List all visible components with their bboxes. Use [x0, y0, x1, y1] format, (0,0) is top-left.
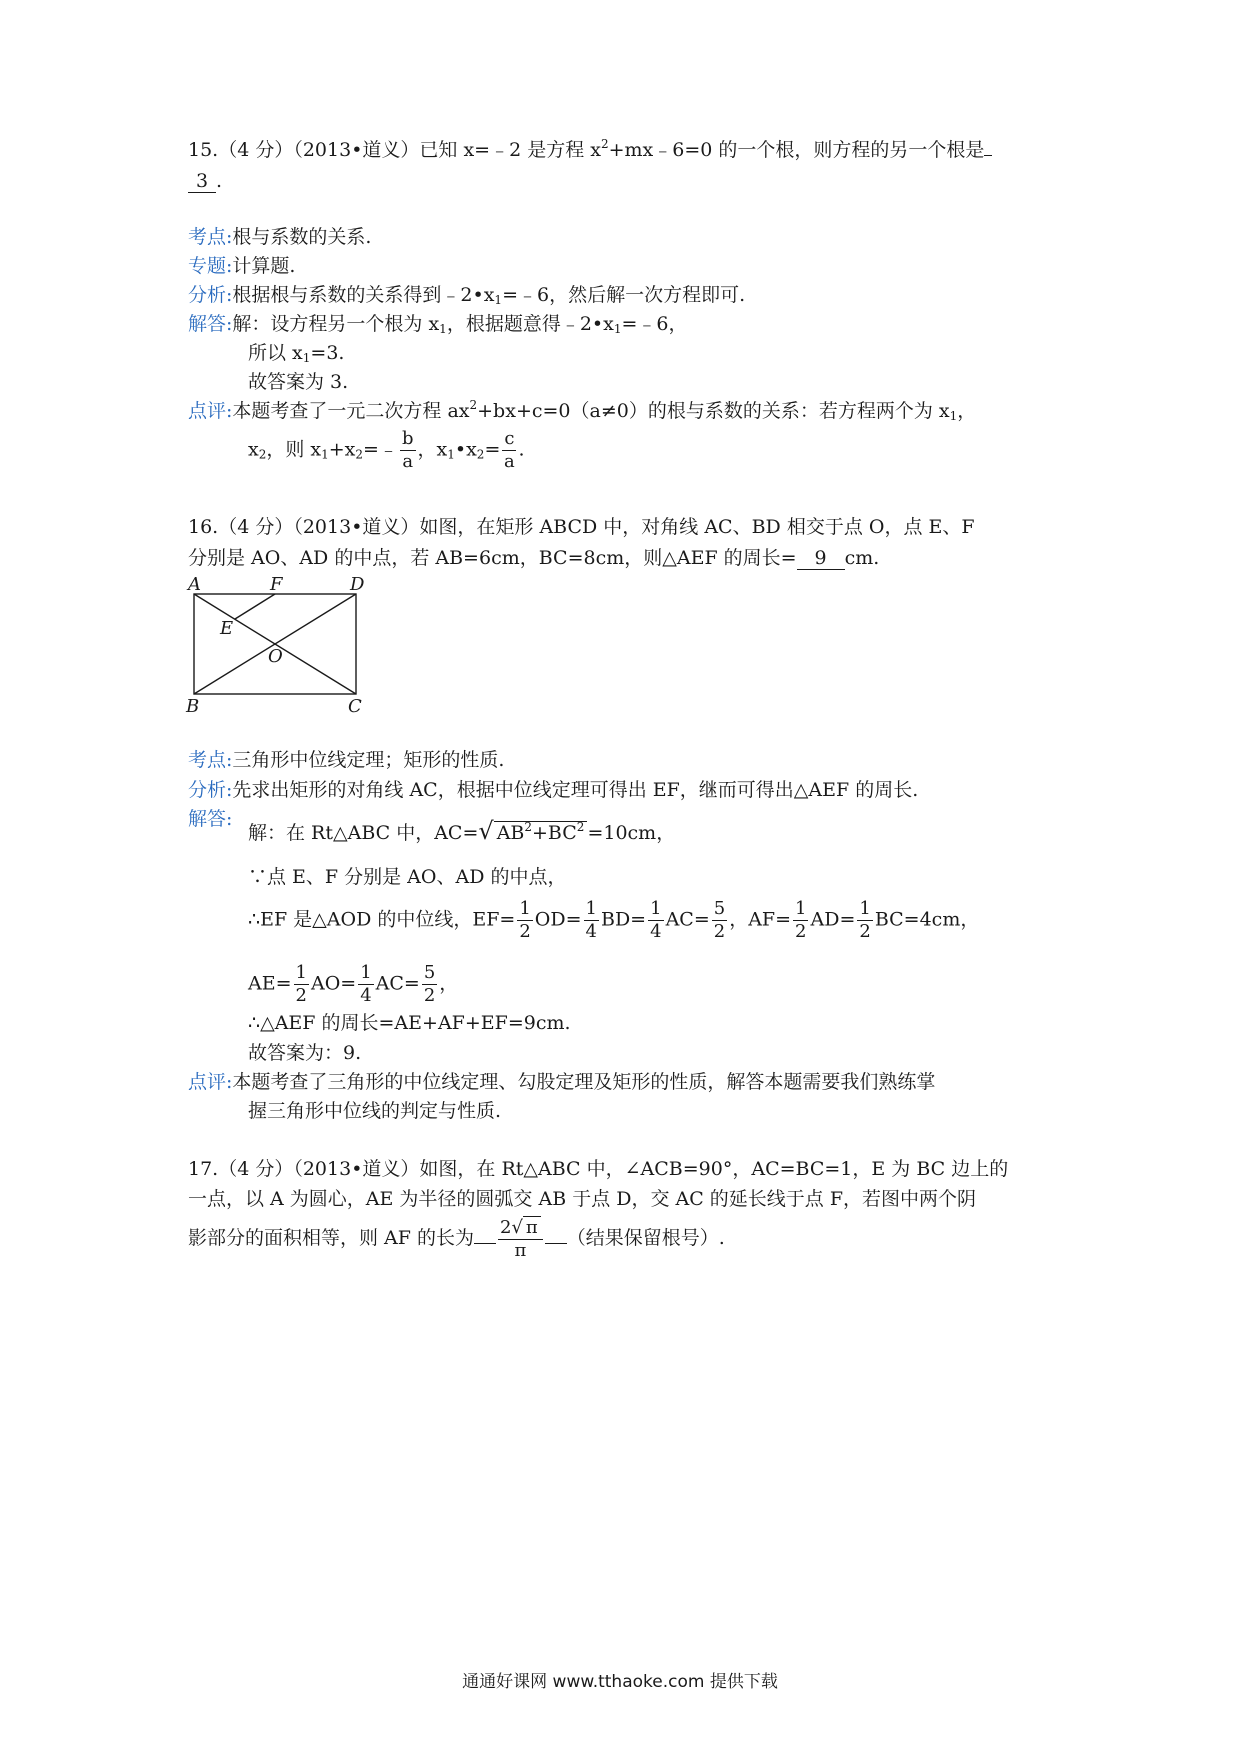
- q15-jieda-line2: 所以 $x_1=3$.: [248, 342, 345, 365]
- q17-answer-fraction: $\frac{2√ \pi}{\pi}$: [498, 1216, 543, 1262]
- q17-stem-line2: 一点，以 A 为圆心，AE 为半径的圆弧交 AB 于点 D，交 AC 的延长线于点 F，若图中两个阴: [188, 1188, 977, 1210]
- q16-dianping-line2: 握三角形中位线的判定与性质.: [248, 1100, 502, 1122]
- label-e: E: [220, 618, 234, 639]
- label-b: B: [186, 696, 200, 717]
- fraction-b-over-a: $\frac{b}{a}$: [401, 428, 414, 472]
- sqrt-ab2-bc2: $AB^2+BC^2$: [494, 821, 588, 844]
- q15-stem-line2: 3 .: [188, 168, 222, 194]
- q15-jieda-line3: 故答案为 3.: [248, 371, 349, 393]
- q16-answer: 9: [797, 547, 845, 570]
- segment-ef: [235, 594, 275, 619]
- q15-fenxi: 分析:根据根与系数的关系得到$﹣2•x_1=﹣6$，然后解一次方程即可.: [188, 284, 746, 307]
- q17-stem-line1: 17.（4 分）（2013•道义）如图，在 Rt△ABC 中，∠ACB=90°，AC=BC=1，E 为 BC 边上的: [188, 1158, 1009, 1180]
- q15-stem-line1: 15.（4 分）（2013•道义）已知 x=﹣2 是方程 $x^2+mx﹣6=0$ 的一个根，则方程的另一个根是: [188, 137, 992, 163]
- q16-fenxi: 分析:先求出矩形的对角线 AC，根据中位线定理可得出 EF，继而可得出△AEF 的周长.: [188, 779, 919, 801]
- q15-kaodian: 考点:根与系数的关系.: [188, 226, 372, 248]
- fraction-c-over-a: $\frac{c}{a}$: [504, 428, 515, 472]
- q16-stem-line2: 分别是 AO、AD 的中点，若 AB=6cm，BC=8cm，则△AEF 的周长= 9 cm.: [188, 547, 880, 569]
- label-c: C: [348, 696, 362, 717]
- q16-kaodian: 考点:三角形中位线定理；矩形的性质.: [188, 749, 505, 771]
- q16-jieda-line3: ∴EF 是△AOD 的中位线，EF= $\frac{1}{2}$ OD= $\frac{1}{4}$ BD= $\frac{1}{4}$ AC= $\frac{5}{2}$ ，AF= $\frac{1}{2}$ AD= $\frac{1}{2}$ BC=4cm，: [248, 898, 980, 942]
- q16-jieda-tag: 解答:: [188, 808, 233, 830]
- q15-dianping-line2: $x_2$，则 $x_1+x_2=﹣$ $\frac{b}{a}$ ，$x_1•x_2=$ $\frac{c}{a}$ .: [248, 428, 525, 472]
- rectangle-abcd-figure: [180, 572, 380, 722]
- q16-dianping-line1: 点评:本题考查了三角形的中位线定理、勾股定理及矩形的性质，解答本题需要我们熟练掌: [188, 1071, 936, 1093]
- q16-jieda-line1: 解：在 Rt△ABC 中，AC=√ $AB^2+BC^2 =10cm$，: [248, 817, 676, 845]
- label-o: O: [268, 646, 283, 667]
- q15-answer: 3: [188, 170, 216, 193]
- q16-jieda-line4: AE= $\frac{1}{2}$ AO= $\frac{1}{4}$ AC= $\frac{5}{2}$ ，: [248, 962, 459, 1006]
- q15-zhuanti: 专题:计算题.: [188, 255, 296, 277]
- q17-stem-line3: 影部分的面积相等，则 AF 的长为 $\frac{2√ \pi}{\pi}$ （结果保留根号）.: [188, 1217, 725, 1261]
- q15-dianping-line1: 点评:本题考查了一元二次方程 $ax^2+bx+c=0(a\ne 0)$的根与系数的关系：若方程两个为 $x_1$，: [188, 398, 977, 423]
- label-d: D: [350, 574, 365, 595]
- label-f: F: [270, 574, 283, 595]
- q16-jieda-line2: ∵点 E、F 分别是 AO、AD 的中点，: [248, 866, 567, 888]
- q16-jieda-line5: ∴△AEF 的周长=AE+AF+EF=9cm.: [248, 1012, 571, 1034]
- label-a: A: [188, 574, 201, 595]
- q15-jieda-line1: 解答:解：设方程另一个根为 $x_1$，根据题意得$﹣2•x_1=﹣6$，: [188, 313, 688, 336]
- q16-stem-line1: 16.（4 分）（2013•道义）如图，在矩形 ABCD 中，对角线 AC、BD 相交于点 O，点 E、F: [188, 516, 975, 538]
- q16-jieda-line6: 故答案为：9.: [248, 1042, 362, 1064]
- footer-source: 通通好课网 www.tthaoke.com 提供下载: [462, 1672, 778, 1692]
